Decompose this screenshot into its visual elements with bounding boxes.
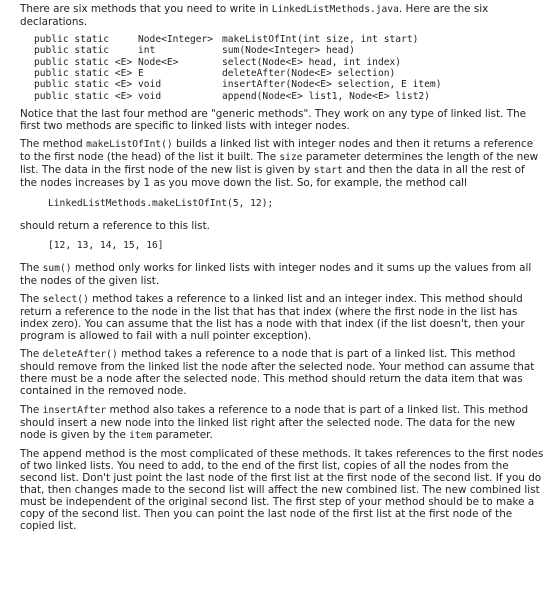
- make-list-paragraph: [20, 138, 544, 189]
- make-text: builds a linked list with integer nodes and then it returns a reference to the first node (the head) of the list it built. The: [20, 138, 534, 164]
- declaration-return-type: E: [138, 68, 144, 80]
- delete-text: The: [20, 348, 43, 361]
- example-list-code: [12, 13, 14, 15, 16]: [48, 239, 164, 251]
- declaration-row: [34, 79, 544, 90]
- declaration-signature: sum(Node<Integer> head): [222, 45, 355, 57]
- declaration-signature: deleteAfter(Node<E> selection): [222, 68, 396, 80]
- declaration-return-type: void: [138, 90, 162, 102]
- file-name: LinkedListMethods.java: [271, 4, 399, 15]
- declaration-row: [34, 34, 544, 45]
- intro-paragraph: [20, 3, 544, 28]
- sum-method-name: sum(): [42, 262, 72, 274]
- start-param: start: [313, 165, 343, 177]
- item-param: item: [129, 429, 153, 441]
- generic-note-paragraph: Notice that the last four method are "generic methods". They work on any type of linked list. The first two methods are specific to linked lists with integer nodes.: [20, 107, 527, 133]
- declaration-modifier: public static <E>: [34, 90, 133, 102]
- method-declarations: [34, 34, 544, 102]
- make-text: parameter determines the length of the new list. The data in the first node of the new list is given by: [20, 151, 539, 177]
- example-call-code: LinkedListMethods.makeListOfInt(5, 12);: [48, 197, 274, 209]
- size-param: size: [279, 152, 303, 164]
- declaration-modifier: public static: [34, 45, 110, 57]
- declaration-return-type: void: [138, 79, 162, 91]
- declaration-return-type: Node<E>: [138, 56, 179, 68]
- append-paragraph: The append method is the most complicated of these methods. It takes references to the first nodes of two linked lists. You need to add, to the end of the first list, copies of all the nodes from the second list. Don't just point the last node of the first list at the first node of the second list. If you do that, then changes made to the second list will affect the new combined list. The new combined list must be independent of the original second list. The first step of your method should be to make a copy of the second list. Then you can point the last node of the first list at the first node of the copied list.: [20, 447, 544, 533]
- insert-text: parameter.: [152, 428, 213, 441]
- declaration-signature: select(Node<E> head, int index): [222, 56, 402, 68]
- declaration-return-type: int: [138, 45, 156, 57]
- declaration-return-type: Node<Integer>: [138, 34, 214, 46]
- declaration-signature: append(Node<E> list1, Node<E> list2): [222, 90, 430, 102]
- sum-text: method only works for linked lists with integer nodes and it sums up the values from all the nodes of the given list.: [20, 261, 532, 287]
- delete-method-name: deleteAfter(): [42, 349, 118, 361]
- insert-text: The: [20, 403, 43, 416]
- declaration-row: [34, 68, 544, 79]
- declaration-row: [34, 91, 544, 102]
- declaration-signature: insertAfter(Node<E> selection, E item): [222, 79, 442, 91]
- delete-after-paragraph: [20, 348, 544, 397]
- intro-text-end: . Here are the six declarations.: [20, 3, 489, 29]
- select-text: The: [20, 292, 43, 305]
- intro-text: There are six methods that you need to write in: [20, 3, 272, 15]
- select-paragraph: [20, 293, 544, 342]
- sum-paragraph: [20, 262, 544, 287]
- declaration-row: [34, 57, 544, 68]
- delete-text: method takes a reference to a node that is part of a linked list. This method should remove from the linked list the node after the selected node. Your method can assume that there must be a node after the selected node. This method should return the data item that was contained in the removed node.: [20, 348, 535, 398]
- select-text: method takes a reference to a linked list and an integer index. This method should return a reference to the node in the list that has that index (where the first node in the list has index zero). You can assume that the list has a node with that index (if the list doesn't, then your program is allowed to fail with a null pointer exception).: [20, 292, 525, 343]
- declaration-modifier: public static <E>: [34, 56, 133, 68]
- make-text: The method: [20, 138, 87, 151]
- insert-method-name: insertAfter: [42, 404, 107, 416]
- declaration-modifier: public static <E>: [34, 79, 133, 91]
- declaration-modifier: public static: [34, 34, 110, 46]
- insert-after-paragraph: [20, 404, 544, 442]
- make-text: and then the data in all the rest of the nodes increases by 1 as you move down the list. So, for example, the method call: [20, 164, 525, 190]
- make-method-name: makeListOfInt(): [86, 139, 173, 151]
- sum-text: The: [20, 261, 43, 274]
- insert-text: method also takes a reference to a node that is part of a linked list. This method should insert a new node into the linked list right after the selected node. The data for the new node is given by the: [20, 403, 529, 441]
- declaration-modifier: public static <E>: [34, 68, 133, 80]
- select-method-name: select(): [42, 293, 89, 305]
- should-return-paragraph: should return a reference to this list.: [20, 219, 210, 232]
- declaration-row: [34, 45, 544, 56]
- declaration-signature: makeListOfInt(int size, int start): [222, 34, 419, 46]
